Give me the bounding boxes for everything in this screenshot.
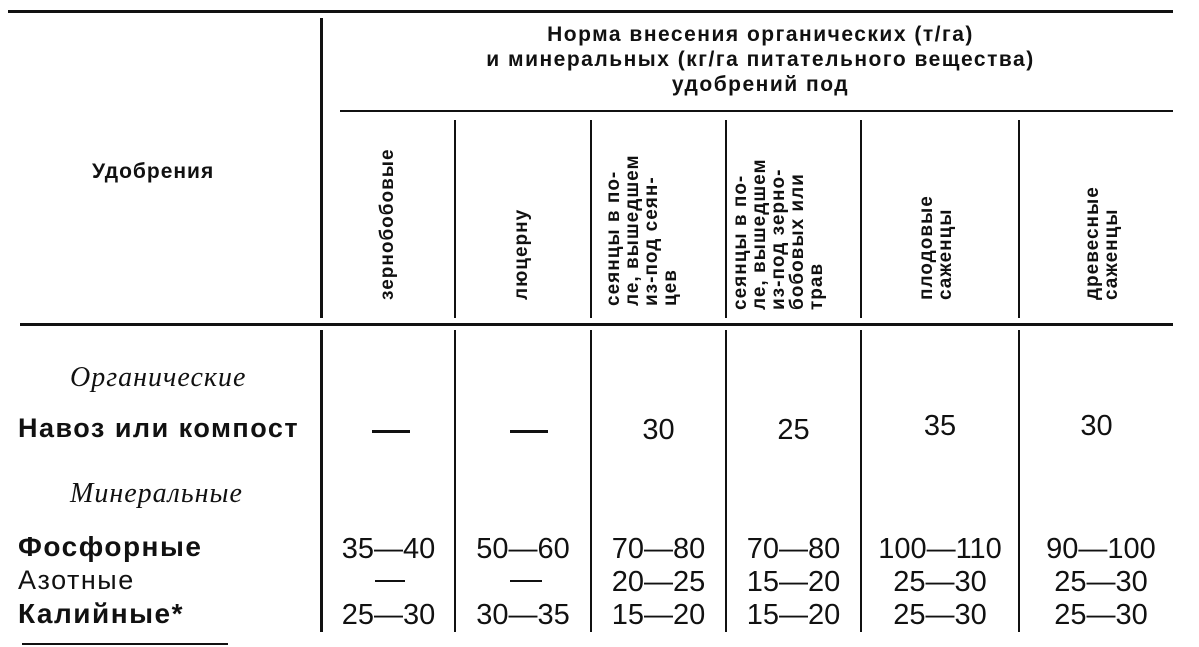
col-header-alfalfa: люцерну [511, 208, 532, 300]
col-header-seedlings-after-seedlings: сеянцы в по- ле, вышедшем из-под сеян- цев [603, 154, 681, 306]
cell-phos-tree: 90—100 [1046, 533, 1156, 565]
row-label-nitrogen: Азотные [18, 565, 135, 595]
cell-nitro-legumes [375, 580, 405, 582]
col-divider-1 [454, 120, 456, 318]
subheader-rule [340, 110, 1173, 112]
cell-pot-fruit: 25—30 [893, 599, 987, 631]
cell-phos-seedlings-b: 70—80 [746, 533, 841, 565]
col-header-tree-saplings: древесные саженцы [1082, 186, 1122, 300]
section-organic: Органические [70, 362, 247, 393]
cell-pot-seedlings-b: 15—20 [746, 599, 841, 631]
cell-nitro-alfalfa [510, 580, 542, 582]
group-header-line-3: удобрений под [671, 73, 850, 96]
cell-manure-seedlings-b: 25 [777, 414, 810, 446]
cell-phos-alfalfa: 50—60 [476, 533, 570, 565]
cell-nitro-tree: 25—30 [1054, 566, 1148, 598]
cell-manure-alfalfa [510, 430, 548, 433]
cell-phos-legumes: 35—40 [341, 533, 436, 565]
group-header-line-2: и минеральных (кг/га питательного вещества) [486, 48, 1035, 71]
cell-phos-seedlings-a: 70—80 [611, 533, 706, 565]
cell-nitro-seedlings-a: 20—25 [611, 566, 706, 598]
cell-pot-tree: 25—30 [1054, 599, 1148, 631]
group-header-line-1: Норма внесения органических (т/га) [547, 23, 974, 46]
col-divider-2 [590, 120, 592, 318]
cell-manure-fruit: 35 [923, 410, 957, 442]
cell-pot-alfalfa: 30—35 [476, 599, 570, 631]
col-divider-0b [320, 330, 323, 632]
col-header-fruit-saplings: плодовые саженцы [916, 195, 956, 300]
section-mineral: Минеральные [70, 478, 243, 509]
cell-pot-legumes: 25—30 [341, 599, 436, 631]
cell-pot-seedlings-a: 15—20 [611, 599, 706, 631]
col-header-legumes: зернобобовые [377, 148, 398, 300]
col-divider-3 [725, 120, 727, 318]
cell-manure-seedlings-a: 30 [642, 414, 675, 446]
cell-manure-legumes [372, 430, 410, 433]
group-header-title [322, 22, 1199, 97]
col-divider-5 [1018, 120, 1020, 318]
cell-nitro-seedlings-b: 15—20 [746, 566, 841, 598]
row-label-phosphorus: Фосфорные [18, 531, 203, 562]
col-divider-4 [860, 120, 862, 318]
col-divider-1b [454, 330, 456, 632]
header-bottom-rule [20, 323, 1173, 326]
row-label-potassium: Калийные* [18, 598, 185, 629]
col-header-seedlings-after-legumes: сеянцы в по- ле, вышедшем из-под зерно- бобовых или трав [730, 158, 827, 310]
cell-nitro-fruit: 25—30 [893, 566, 987, 598]
footnote-rule [22, 643, 228, 645]
cell-manure-tree: 30 [1080, 410, 1113, 442]
cell-phos-fruit: 100—110 [878, 533, 1002, 565]
top-rule [8, 10, 1173, 13]
row-header-label: Удобрения [92, 160, 215, 183]
row-label-manure: Навоз или компост [18, 413, 300, 443]
